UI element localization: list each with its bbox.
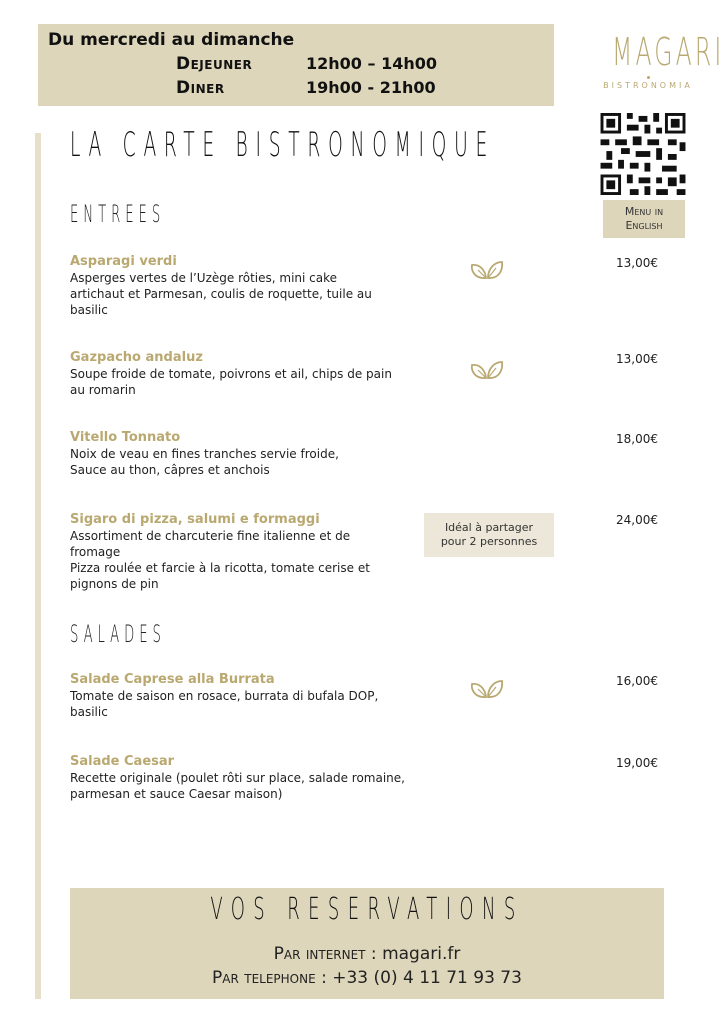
logo-dot [647,76,650,79]
reservation-phone-row [70,968,664,988]
menu-item-name: Vitello Tonnato [70,430,181,445]
sharing-note-line2: pour 2 personnes [440,535,538,548]
sharing-note-line1: Idéal à partager [444,521,534,534]
menu-item-desc: Assortiment de charcuterie fine italienne et de [70,529,351,543]
menu-item-price: 13,00€ [616,256,658,270]
section-title-salades: SALADES [70,620,166,648]
menu-item [70,754,420,802]
english-menu-line1: Menu in [624,205,664,218]
lunch-time: 12h00 – 14h00 [306,54,437,73]
english-menu-line2: English [625,219,663,232]
lunch-row [176,54,252,74]
vegetarian-leaf-icon [469,258,505,282]
dinner-row [176,78,225,98]
dinner-label: Diner [176,78,225,98]
logo-tagline: BISTRONOMIA [603,81,693,90]
sharing-badge [424,513,554,557]
dinner-time: 19h00 - 21h00 [306,78,436,97]
menu-item-desc: Pizza roulée et farcie à la ricotta, tomate cerise et [70,561,370,575]
menu-item-desc: parmesan et sauce Caesar maison) [70,787,283,801]
page-title: LA CARTE BISTRONOMIQUE [70,125,495,165]
menu-item-desc: Noix de veau en fines tranches servie froide, [70,447,339,461]
menu-item-name: Salade Caprese alla Burrata [70,672,275,687]
web-link[interactable]: magari.fr [382,944,461,964]
menu-item [70,254,420,318]
menu-item-desc: fromage [70,545,121,559]
reservation-web-row [70,944,664,964]
menu-item [70,672,420,720]
opening-days: Du mercredi au dimanche [48,30,295,50]
menu-item-desc: Recette originale (poulet rôti sur place, salade romaine, [70,771,405,785]
menu-item-desc: Asperges vertes de l’Uzège rôties, mini cake [70,271,338,285]
menu-item-name: Sigaro di pizza, salumi e formaggi [70,512,320,527]
menu-item-price: 24,00€ [616,513,658,527]
english-menu-button[interactable] [603,200,685,238]
brand-logo [590,30,724,90]
menu-item-desc: basilic [70,705,108,719]
menu-item-name: Asparagi verdi [70,254,177,269]
menu-item-price: 19,00€ [616,756,658,770]
menu-item-desc: artichaut et Parmesan, coulis de roquette, tuile au [70,287,372,301]
menu-item-desc: Sauce au thon, câpres et anchois [70,463,270,477]
phone-label: Par telephone : [212,968,327,988]
vegetarian-leaf-icon [469,358,505,382]
web-label: Par internet : [273,944,377,964]
left-accent-bar [35,133,41,999]
qr-code-icon[interactable] [600,113,686,195]
menu-item-name: Gazpacho andaluz [70,350,203,365]
lunch-label: Dejeuner [176,54,253,74]
menu-item [70,512,420,592]
phone-link[interactable]: +33 (0) 4 11 71 93 73 [332,968,522,988]
menu-item-price: 16,00€ [616,674,658,688]
menu-item-price: 13,00€ [616,352,658,366]
menu-item-name: Salade Caesar [70,754,175,769]
menu-item-desc: Soupe froide de tomate, poivrons et ail, chips de pain [70,367,392,381]
vegetarian-leaf-icon [469,677,505,701]
logo-wordmark: MAGARI [612,30,724,74]
menu-item-desc: Tomate de saison en rosace, burrata di bufala DOP, [70,689,379,703]
section-title-entrees: ENTREES [70,200,166,228]
reservations-panel [70,888,664,999]
menu-item-price: 18,00€ [616,432,658,446]
opening-hours-banner [38,24,554,106]
menu-item-desc: basilic [70,303,108,317]
menu-item [70,430,420,478]
reservations-title: VOS RESERVATIONS [210,892,524,927]
menu-item-desc: au romarin [70,383,136,397]
menu-item-desc: pignons de pin [70,577,159,591]
menu-item [70,350,420,398]
